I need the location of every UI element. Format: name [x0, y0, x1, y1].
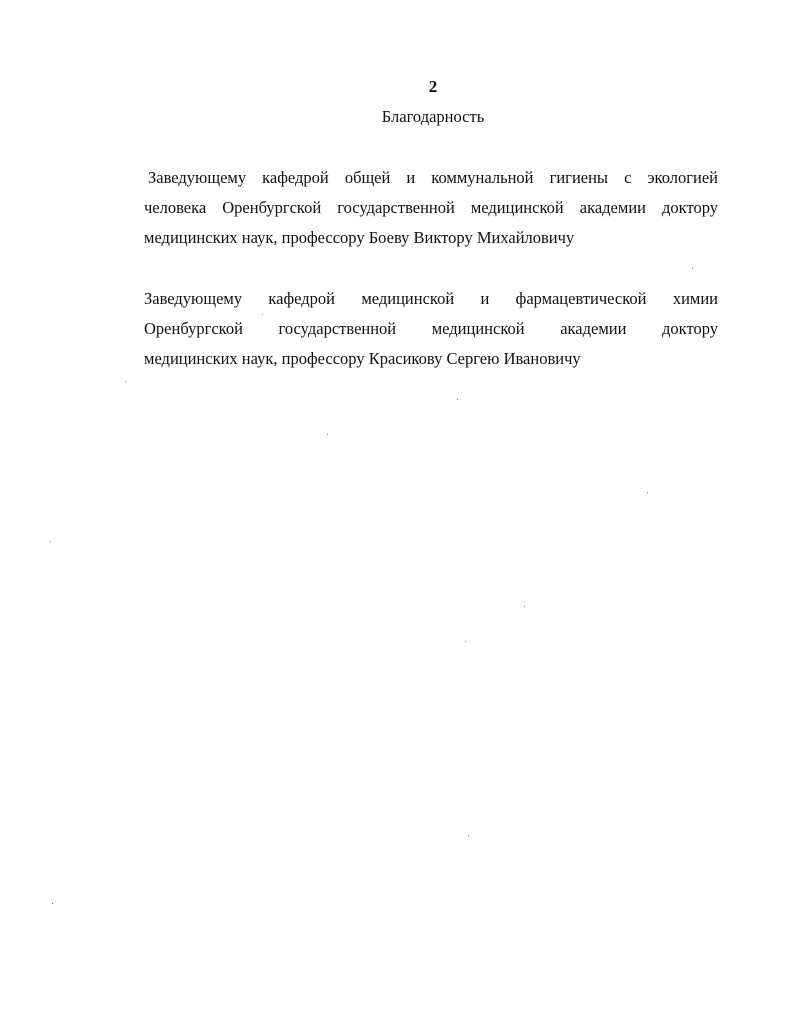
scan-speck [327, 434, 328, 435]
scan-speck [457, 399, 458, 400]
scan-speck [52, 903, 53, 904]
paragraph-line: медицинских наук, профессору Красикову Сергею Ивановичу [144, 349, 581, 368]
scan-speck [125, 381, 126, 382]
paragraph-line: Заведующему кафедрой медицинской и фармацевтической химии [144, 289, 718, 308]
scan-speck [262, 314, 263, 315]
paragraph-line: человека Оренбургской государственной медицинской академии доктору [144, 198, 718, 217]
page-number: 2 [428, 77, 438, 96]
acknowledgment-paragraph-1 [144, 163, 718, 253]
page-title: Благодарность [381, 107, 485, 126]
scan-speck [524, 606, 525, 607]
paragraph-line: Заведующему кафедрой общей и коммунальной гигиены с экологией [148, 168, 718, 187]
scan-speck [50, 541, 51, 542]
scan-speck [468, 835, 469, 836]
scan-speck [647, 492, 648, 493]
paragraph-line: медицинских наук, профессору Боеву Виктору Михайловичу [144, 228, 575, 247]
paragraph-line: Оренбургской государственной медицинской академии доктору [144, 319, 718, 338]
scan-speck [465, 641, 466, 642]
scan-speck [692, 268, 693, 269]
acknowledgment-paragraph-2 [144, 284, 718, 374]
